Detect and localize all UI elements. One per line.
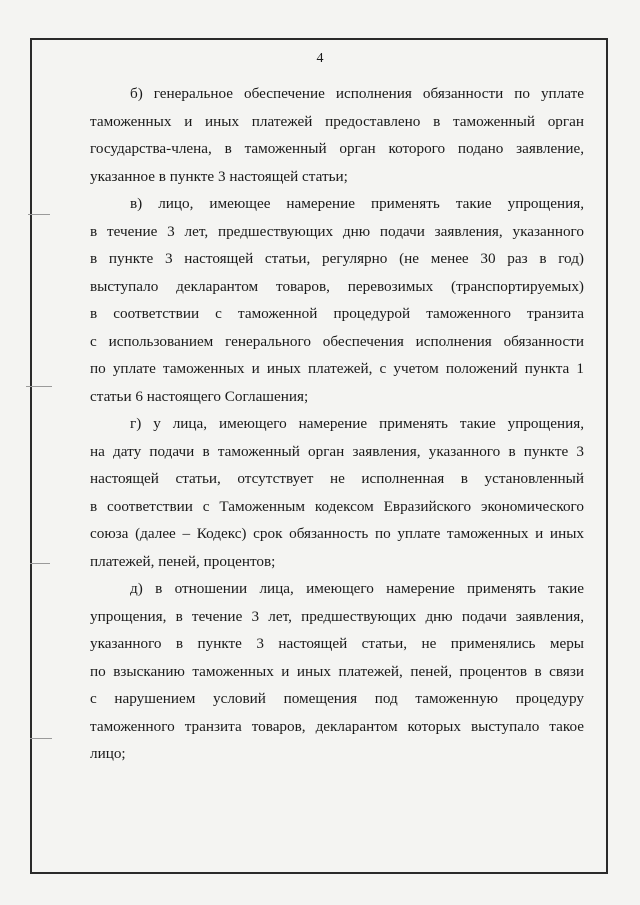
document-body bbox=[90, 80, 584, 768]
text-line: с нарушением условий помещения под таможенную процедуру bbox=[90, 690, 584, 707]
text-line: государства-члена, в таможенный орган которого подано заявление, bbox=[90, 140, 584, 157]
paragraph-v bbox=[90, 190, 584, 410]
scan-mark bbox=[26, 386, 52, 387]
text-line: на дату подачи в таможенный орган заявления, указанного в пункте 3 bbox=[90, 442, 584, 460]
paragraph-g bbox=[90, 410, 584, 575]
paragraph-d bbox=[90, 575, 584, 768]
paragraph-b bbox=[90, 80, 584, 190]
text-line: г) у лица, имеющего намерение применять такие упрощения, bbox=[130, 415, 584, 432]
scan-mark bbox=[28, 214, 50, 215]
text-line: в соответствии с Таможенным кодексом Евразийского экономического bbox=[90, 497, 584, 515]
scan-mark bbox=[30, 563, 50, 564]
text-line: в пункте 3 настоящей статьи, регулярно (не менее 30 раз в год) bbox=[90, 250, 584, 267]
text-line: в течение 3 лет, предшествующих дню подачи заявления, указанного bbox=[90, 222, 584, 240]
text-line: д) в отношении лица, имеющего намерение применять такие bbox=[130, 580, 584, 597]
text-line: таможенного транзита товаров, декларантом которых выступало такое bbox=[90, 717, 584, 735]
text-line: с использованием генерального обеспечения исполнения обязанности bbox=[90, 332, 584, 350]
text-line: выступало декларантом товаров, перевозимых (транспортируемых) bbox=[90, 277, 584, 295]
text-line: б) генеральное обеспечение исполнения обязанности по уплате bbox=[130, 85, 584, 102]
text-line: статьи 6 настоящего Соглашения; bbox=[90, 387, 309, 405]
text-line: в соответствии с таможенной процедурой таможенного транзита bbox=[90, 305, 584, 322]
page-number: 4 bbox=[316, 51, 324, 66]
text-line: лицо; bbox=[90, 745, 126, 762]
text-line: по уплате таможенных и иных платежей, с учетом положений пункта 1 bbox=[90, 360, 584, 377]
text-line: упрощения, в течение 3 лет, предшествующих дню подачи заявления, bbox=[90, 607, 584, 625]
text-line: платежей, пеней, процентов; bbox=[90, 552, 276, 570]
text-line: таможенных и иных платежей предоставлено в таможенный орган bbox=[90, 112, 584, 130]
text-line: указанного в пункте 3 настоящей статьи, не применялись меры bbox=[90, 635, 584, 652]
text-line: союза (далее – Кодекс) срок обязанность по уплате таможенных и иных bbox=[90, 525, 584, 542]
text-line: настоящей статьи, отсутствует не исполненная в установленный bbox=[90, 470, 584, 487]
text-line: по взысканию таможенных и иных платежей, пеней, процентов в связи bbox=[90, 662, 584, 680]
text-line: в) лицо, имеющее намерение применять такие упрощения, bbox=[130, 195, 584, 212]
text-line: указанное в пункте 3 настоящей статьи; bbox=[90, 167, 348, 185]
scan-mark bbox=[30, 738, 52, 739]
